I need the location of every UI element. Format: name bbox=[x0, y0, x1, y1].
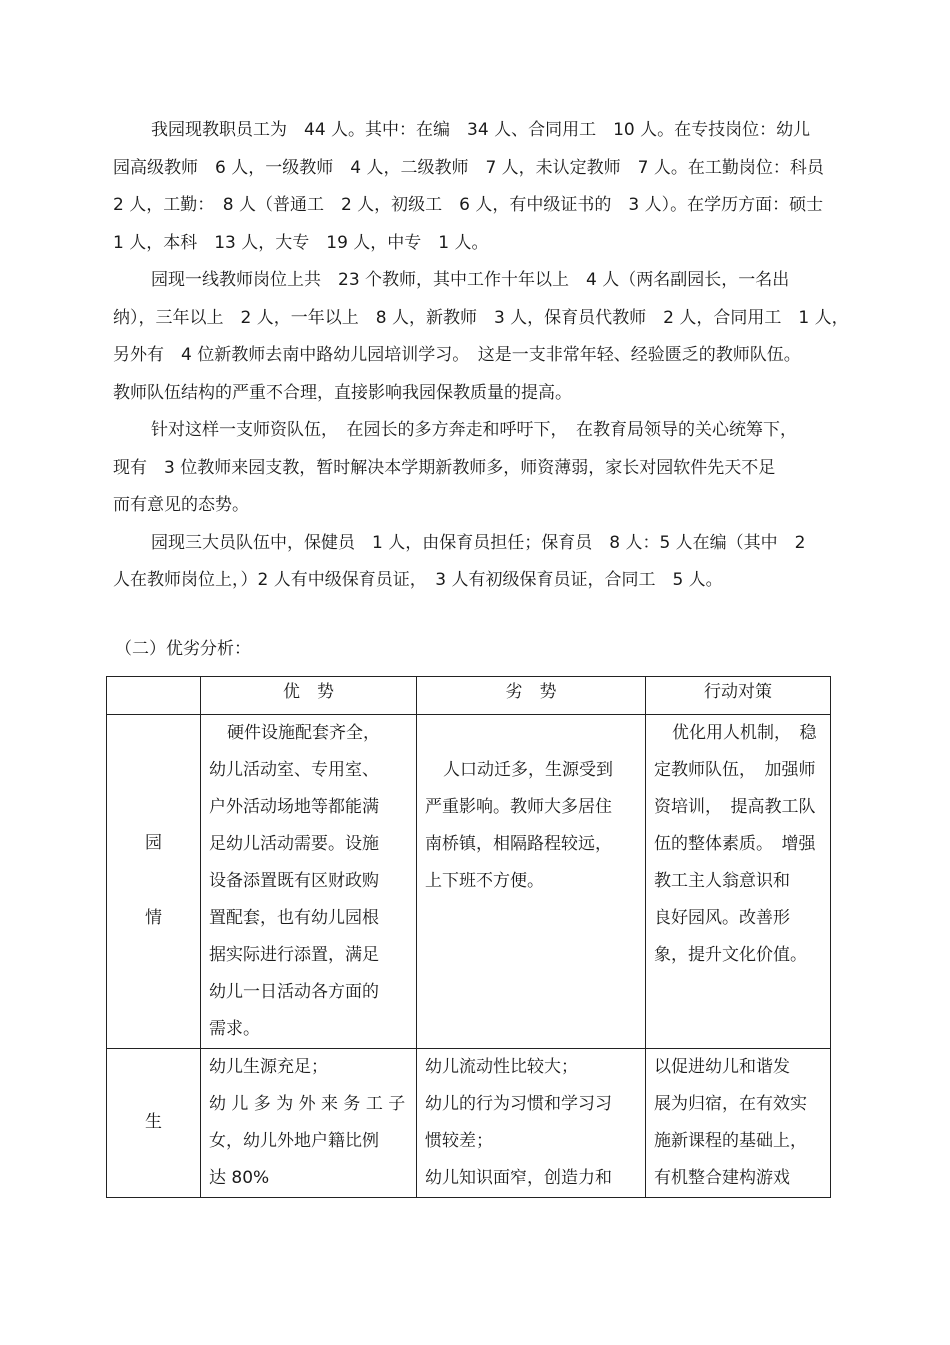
cell-line: 幼儿生源充足； bbox=[209, 1057, 328, 1077]
text-line: 现有 3 位教师来园支教，暂时解决本学期新教师多，师资薄弱，家长对园软件先天不足 bbox=[113, 457, 776, 478]
header-disadvantage: 劣 势 bbox=[417, 677, 646, 715]
cell-line: 达 80% bbox=[209, 1168, 270, 1188]
cell-line: 象，提升文化价值。 bbox=[654, 945, 807, 965]
cell-line: 定教师队伍， 加强师 bbox=[654, 760, 816, 780]
cell-line: 南桥镇，相隔路程较远， bbox=[425, 834, 612, 854]
cell-line: 人口动迁多，生源受到 bbox=[443, 760, 613, 780]
text-line: 园现一线教师岗位上共 23 个教师，其中工作十年以上 4 人（两名副园长，一名出 bbox=[151, 270, 790, 290]
cell-advantage bbox=[201, 715, 417, 1049]
cell-line: 幼儿知识面窄，创造力和 bbox=[425, 1168, 612, 1188]
text-line: 另外有 4 位新教师去南中路幼儿园培训学习。 这是一支非常年轻、经验匮乏的教师队伍。 bbox=[113, 345, 801, 365]
cell-line: 幼儿一日活动各方面的 bbox=[209, 982, 379, 1002]
cell-line: 惯较差； bbox=[425, 1131, 493, 1151]
text-line: 针对这样一支师资队伍， 在园长的多方奔走和呼吁下， 在教育局领导的关心统筹下， bbox=[151, 420, 797, 440]
cell-line: 设备添置既有区财政购 bbox=[209, 871, 379, 891]
paragraph-staff-overview bbox=[113, 112, 833, 262]
cell-line: 据实际进行添置，满足 bbox=[209, 945, 379, 965]
row-label-students bbox=[107, 1049, 201, 1198]
row-label-garden bbox=[107, 715, 201, 1049]
header-blank bbox=[107, 677, 201, 715]
cell-line: 硬件设施配套齐全， bbox=[227, 723, 380, 743]
text-line: 园高级教师 6 人，一级教师 4 人，二级教师 7 人，未认定教师 7 人。在工勤岗位：科员 bbox=[113, 157, 824, 178]
cell-line: 户外活动场地等都能满 bbox=[209, 797, 379, 817]
paragraph-three-staff-teams bbox=[113, 525, 833, 600]
cell-line-empty bbox=[425, 715, 637, 752]
cell-line: 女，幼儿外地户籍比例 bbox=[209, 1131, 379, 1151]
cell-line: 幼儿流动性比较大； bbox=[425, 1057, 578, 1077]
text-line: 2 人，工勤： 8 人（普通工 2 人，初级工 6 人，有中级证书的 3 人）。在学历方面：硕士 bbox=[113, 195, 824, 215]
row-label-char: 生 bbox=[145, 1112, 162, 1133]
row-label-spacer bbox=[107, 863, 200, 901]
paragraph-frontline-teachers bbox=[113, 262, 849, 412]
header-advantage: 优 势 bbox=[201, 677, 417, 715]
section-title: （二）优劣分析： bbox=[115, 639, 251, 659]
cell-line: 展为归宿，在有效实 bbox=[654, 1094, 807, 1114]
cell-line: 伍的整体素质。 增强 bbox=[654, 834, 816, 854]
cell-line: 教工主人翁意识和 bbox=[654, 871, 790, 891]
row-label-char: 情 bbox=[145, 908, 162, 929]
cell-line: 以促进幼儿和谐发 bbox=[654, 1057, 790, 1077]
swot-table bbox=[106, 676, 831, 1198]
cell-line: 资培训， 提高教工队 bbox=[654, 797, 816, 817]
text-line: 教师队伍结构的严重不合理，直接影响我园保教质量的提高。 bbox=[113, 382, 572, 403]
cell-line: 需求。 bbox=[209, 1019, 260, 1039]
text-line: 纳），三年以上 2 人，一年以上 8 人，新教师 3 人，保育员代教师 2 人，合同用工 1 人， bbox=[113, 307, 849, 328]
cell-line: 置配套，也有幼儿园根 bbox=[209, 908, 379, 928]
header-action: 行动对策 bbox=[646, 677, 831, 715]
cell-advantage bbox=[201, 1049, 417, 1198]
table-row bbox=[107, 715, 831, 1049]
cell-line: 上下班不方便。 bbox=[425, 871, 544, 891]
cell-line: 幼儿的行为习惯和学习习 bbox=[425, 1094, 612, 1114]
cell-line: 施新课程的基础上， bbox=[654, 1131, 807, 1151]
cell-action bbox=[646, 715, 831, 1049]
cell-line: 幼儿活动室、专用室、 bbox=[209, 760, 379, 780]
table-row bbox=[107, 1049, 831, 1198]
cell-action bbox=[646, 1049, 831, 1198]
row-label-char: 园 bbox=[145, 833, 162, 854]
text-line: 园现三大员队伍中，保健员 1 人，由保育员担任；保育员 8 人：5 人在编（其中 2 bbox=[151, 532, 806, 553]
table-header-row bbox=[107, 677, 831, 715]
cell-line: 严重影响。教师大多居住 bbox=[425, 797, 612, 817]
text-line: 1 人，本科 13 人，大专 19 人，中专 1 人。 bbox=[113, 232, 489, 253]
cell-line: 有机整合建构游戏 bbox=[654, 1168, 790, 1188]
text-line: 我园现教职员工为 44 人。其中：在编 34 人、合同用工 10 人。在专技岗位：幼儿 bbox=[151, 120, 811, 140]
paragraph-support-teachers bbox=[113, 412, 833, 525]
text-line: 而有意见的态势。 bbox=[113, 495, 249, 515]
cell-line: 优化用人机制， 稳 bbox=[672, 723, 817, 743]
cell-line: 足幼儿活动需要。设施 bbox=[209, 834, 379, 854]
cell-disadvantage bbox=[417, 1049, 646, 1198]
cell-line: 良好园风。改善形 bbox=[654, 908, 790, 928]
cell-disadvantage bbox=[417, 715, 646, 1049]
cell-line: 幼 儿 多 为 外 来 务 工 子 bbox=[209, 1094, 406, 1114]
body-text bbox=[113, 112, 849, 600]
text-line: 人在教师岗位上，）2 人有中级保育员证， 3 人有初级保育员证，合同工 5 人。 bbox=[113, 570, 723, 590]
